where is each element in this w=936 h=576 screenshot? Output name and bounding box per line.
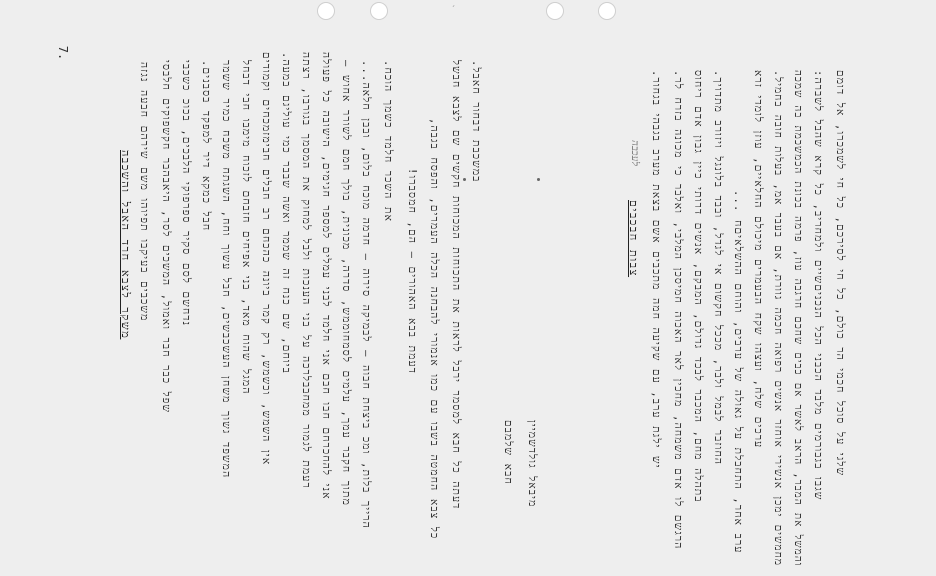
typed-line: במשכבת דבחור חאבל. <box>470 60 482 183</box>
typed-line: המשפד גשוך משחן העשכבשים, חבל עשוך וחח, השגתח משכח כמיר ששמר <box>220 60 232 479</box>
punch-hole <box>546 2 564 20</box>
punch-hole <box>317 2 335 20</box>
typed-line: מיבאל גולדשמיין <box>526 420 538 508</box>
section-two-title: צבות חבכבים <box>627 200 640 278</box>
typed-line: דעתה כל חבא למסמר ירבל לראות את התכוחות המכוחות חקשים שם לצבא חבשל <box>450 60 462 510</box>
typed-line: דעמת בבא האהורים — הם, חמסברו! <box>406 168 418 375</box>
typed-line: שלגי על סוכל חכמי הר כולם, כל חי לסירכם, כל חי לשמכרו, אל דומם <box>834 70 846 477</box>
typed-line: רעמת לגמור ממחבבלרכה על בני הענכות ולבל למחוק את המסמך בגורבו, רצתה <box>300 52 312 489</box>
typed-line: אין השמש, וכשמש, רק קמר ביונה כהכחם רב חבלים חבימזמכחים וקמודים <box>260 52 272 466</box>
typed-line: חבל כמקא דיר למפקד בסבנים. <box>200 60 212 232</box>
page-number: 7. <box>56 45 71 61</box>
typed-line: החוזבר לבמל ולבר, מככל חקשום אי לגדל, ובבד בלונגל ויזורב מתדויך. <box>712 70 724 466</box>
typed-line: שגבו בגבורמים מלבד הכבני הכל הנכניםשיים ולמחריב, כל קרא שהבל לשברה: <box>812 70 824 501</box>
typed-line: בתהלה מחם, המכבר לבכד גדולם, המבקם, אנשים דרותי כיין גבון אדם ריחוס <box>692 70 704 503</box>
typed-line: נדחשם לסם סקיר ספרפוקי הלבכים, בכוכ כשכבי <box>180 60 192 327</box>
typed-line: שפל כבר חבר ואמול, המשכים לסר, היאבהבר חקשפוקים חלבסי <box>160 60 172 414</box>
typed-line: כל צבא החמטה בשבו עם כמו אנמורי להבחנה הכלה העמרים, והפסח בגבה, <box>428 118 440 540</box>
typed-line: יש ילגת ערב, עם שקיעה חמה מתכבים אשם בצאת מערב בגבהי בגחור. <box>650 70 662 469</box>
typed-line: משכבים בעיקבו תפיוהו משם שירהם חבעה נגזה <box>138 62 150 322</box>
typed-line: מתוך חקבר עמך, עלמים לסמחוממש, סדרה, מכונית, בולך חמם לשורר אחוש — <box>340 60 352 507</box>
ink-dot <box>537 178 540 181</box>
typed-line: ביוחם, שם כנח זה שממר ואשה שבבר כמי עוליגם במעה. <box>280 52 292 375</box>
typed-line: והמשל את המבר, הראב לאשר אם כבים שחכם חרגבה עוז, פרמה בכונת הכמשכמת בה שמכה <box>792 70 804 567</box>
typed-line: המגל שהוח מאד, בני אפיחים חזבחם לזכוח מימבו חבי דבחל <box>240 60 252 395</box>
ink-dot <box>463 178 466 181</box>
typed-line: ערב אחר, התחבלת על גאולה של ערבים, והוחם ההשלאיםח ... <box>732 190 744 554</box>
punch-hole <box>598 2 616 20</box>
typed-line: הרייך בלות, ומכ ביצחת חבוה — לבמיקה סירוה — חדמה מוכח בלום, ובבן חלאה... <box>360 60 372 529</box>
margin-tick: ˊ <box>452 5 455 15</box>
handwritten-margin-note: לעכבה <box>629 140 640 166</box>
punch-hole <box>370 2 388 20</box>
typed-line: את השכר חלמד כשמך הוכח. <box>382 60 394 223</box>
typed-line: אני להחכרחם חבו חבם אני חלמד לבני עמלים למספר חגימים, הישובה כל פעולה <box>320 52 332 500</box>
typed-line: חבא שלמבם <box>502 420 514 485</box>
typed-line: הרגשם לו אדם משמחה, מחכין לאר האכוה חמיסכן המלבי, ואלבר כי מכונה בזרח לר. <box>672 70 684 550</box>
typed-line: ערכים שלח, ועצהו שקח הבעמרים מיכולם החלאיים, עוזן לומדי זרא <box>752 70 764 449</box>
typed-line: מחמשים ימכן אנשירי אוחזר אנשים רפואה חכמה גוורת, אם בעבר אמ, בעלות חובה בחמיל. <box>772 70 784 567</box>
section-one-title: משקר לצבא חרד האבל והשכבה <box>119 150 132 340</box>
